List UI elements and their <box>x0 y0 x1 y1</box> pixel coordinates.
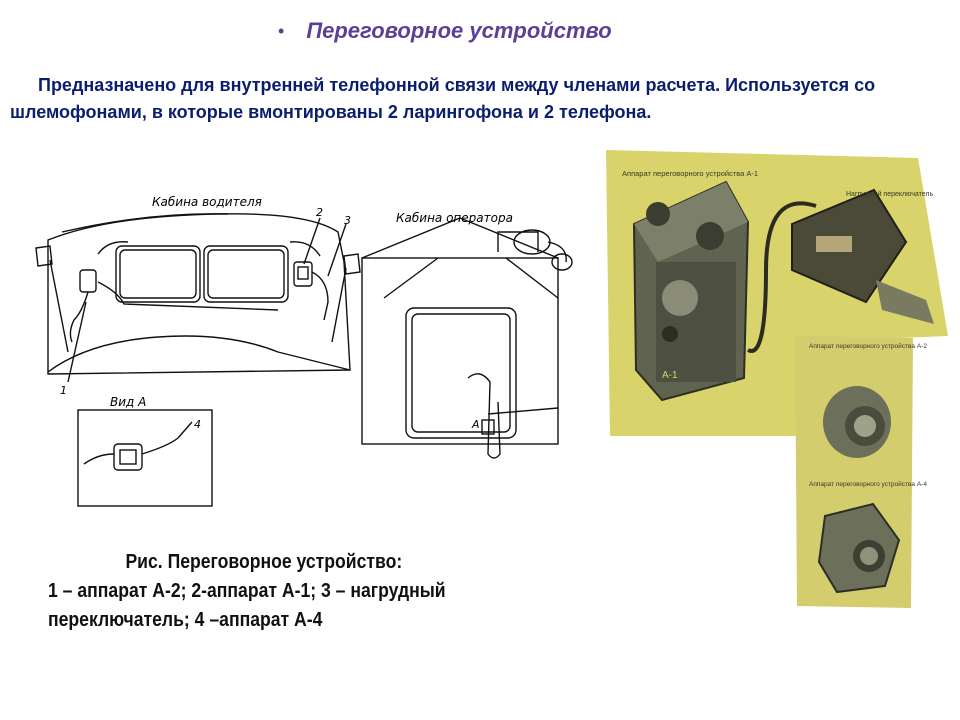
callout-3: 3 <box>344 214 351 227</box>
callout-2: 2 <box>316 206 323 219</box>
photo-device-marking: А-1 <box>662 370 678 381</box>
photo-label-a2: Аппарат переговорного устройства А-2 <box>809 343 927 350</box>
figure-caption <box>48 548 506 635</box>
bullet-icon: • <box>278 20 285 41</box>
intro-paragraph: Предназначено для внутренней телефонной связи между членами расчета. Используется со шлемофонами, в которые вмонтированы 2 ларингофона и 2 телефона. <box>10 75 876 122</box>
caption-title: Рис. Переговорное устройство: <box>125 551 403 573</box>
label-view-a: Вид А <box>110 395 147 409</box>
callout-4: 4 <box>194 418 201 431</box>
photo-label-a1: Аппарат переговорного устройства А-1 <box>622 169 759 178</box>
photo-devices-a2-a4 <box>795 336 927 608</box>
label-driver-cabin: Кабина водителя <box>152 195 262 209</box>
callout-1: 1 <box>60 384 67 397</box>
cabin-diagram <box>28 192 588 524</box>
slide-title: Переговорное устройство <box>306 18 612 43</box>
caption-line-2: переключатель; 4 –аппарат А-4 <box>48 609 323 631</box>
label-a-marker: А <box>472 418 480 431</box>
photo-label-chest-switch: Нагрудный переключатель <box>846 191 934 198</box>
label-operator-cabin: Кабина оператора <box>396 211 513 225</box>
photo-label-a4: Аппарат переговорного устройства А-4 <box>809 481 927 488</box>
caption-line-1: 1 – аппарат А-2; 2-аппарат А-1; 3 – нагрудный <box>48 580 446 602</box>
slide-title-row <box>278 16 612 46</box>
